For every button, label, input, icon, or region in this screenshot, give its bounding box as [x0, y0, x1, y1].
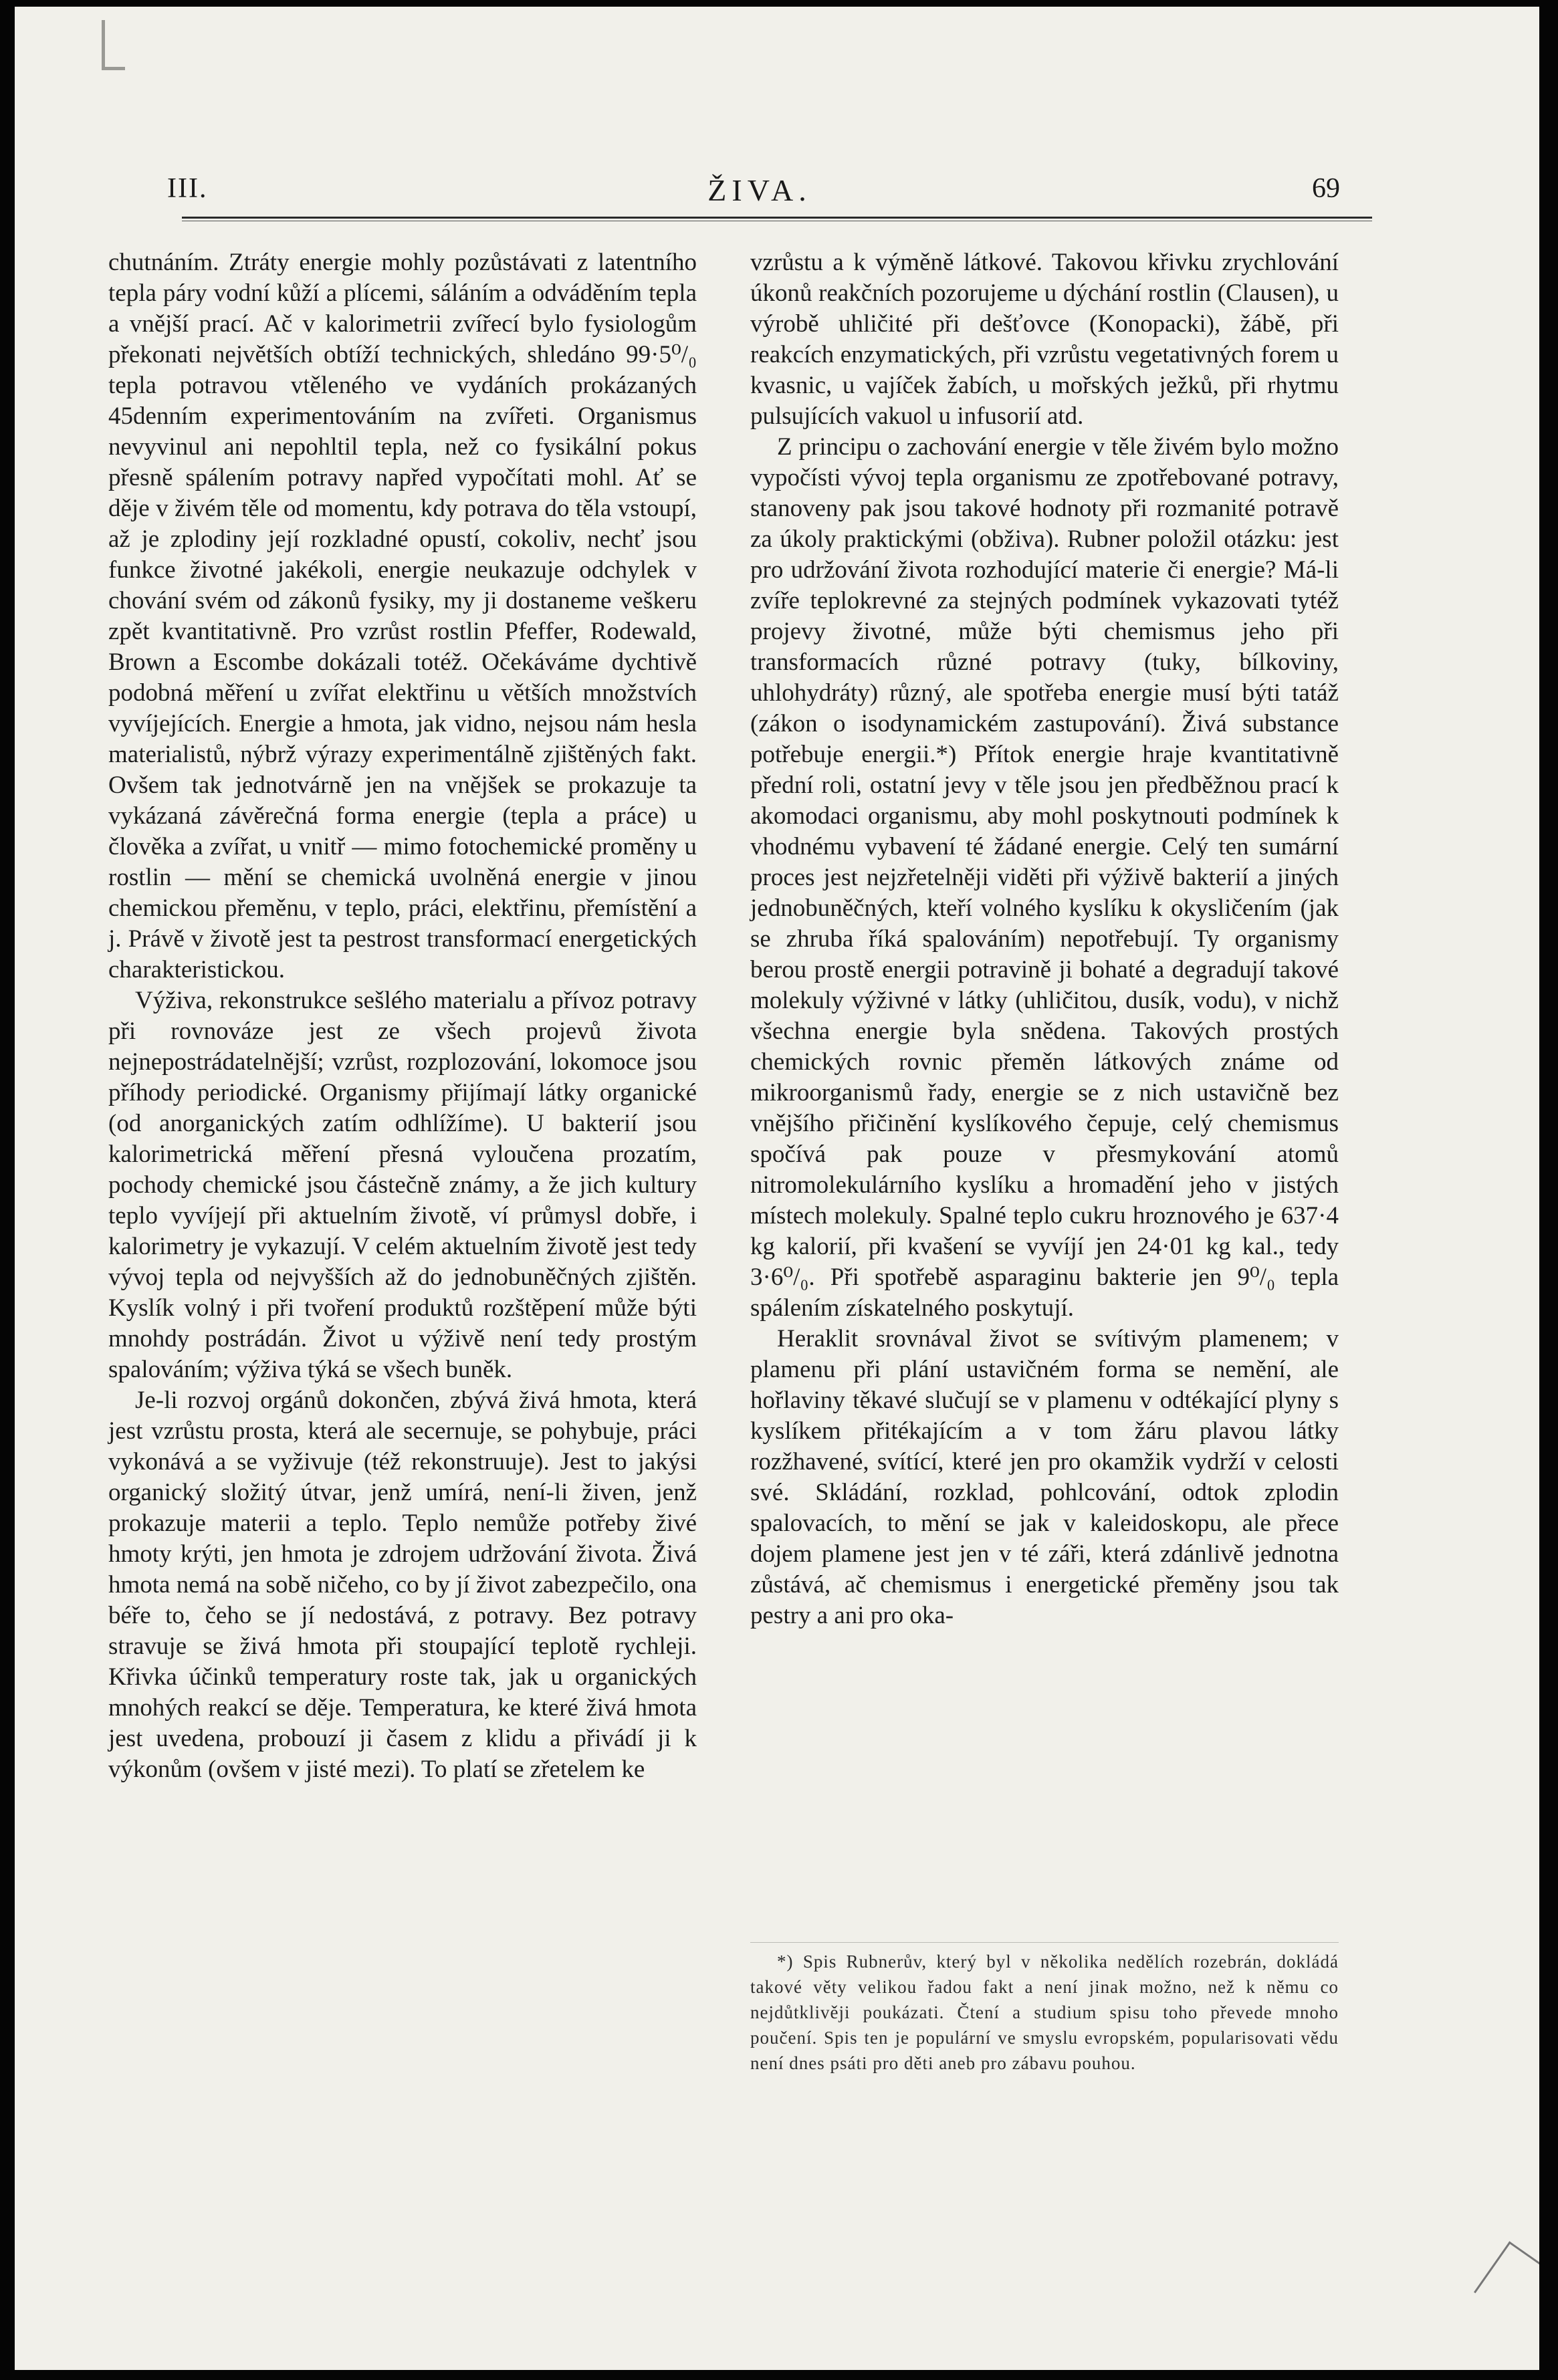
- page-number: 69: [1312, 173, 1340, 204]
- paragraph: Heraklit srovnával život se svítivým plamenem; v plamenu při plání ustavičném forma se nemění, ale hořlaviny těkavé slučují se v plamenu v odtékající plyny s kyslíkem přitékajícím a v tom žáru plavou látky rozžhavené, svítící, které jen pro okamžik vydrží v celosti své. Skládání, rozklad, pohlcování, odtok zplodin spalovacích, to mění se jak v kaleidoskopu, ale přece dojem plamene jest jen v té záři, která zdánlivě jednotna zůstává, ač chemismus i energetické přeměny jsou tak pestry a ani pro oka-: [750, 1325, 1339, 1629]
- page-corner-mark: [1474, 2241, 1539, 2316]
- running-header: [164, 172, 1355, 213]
- volume-number: III.: [167, 173, 208, 204]
- left-column: [108, 247, 697, 2099]
- paragraph: Z principu o zachování energie v těle živém bylo možno vypočísti vývoj tepla organismu ze zpotřebované potravy, stanoveny pak jsou takové hodnoty při rozmanité potravě za úkoly praktickými (obživa). Rubner položil otázku: jest pro udržování života rozhodující materie či energie? Má-li zvíře teplokrevné za stejných podmínek vykazovati tytéž projevy životné, může býti chemismus jeho při transformacích různé potravy (tuky, bílkoviny, uhlohydráty) různý, ale spotřeba energie musí býti tatáž (zákon o isodynamickém zastupování). Živá substance potřebuje energii.*) Přítok energie hraje kvantitativně přední roli, ostatní jevy v těle jsou jen předběžnou prací k akomodaci organismu, aby mohl poskytnouti podmínek k vhodnému vybavení té žádané energie. Celý ten sumární proces jest nejzřetelněji viděti při výživě bakterií a jiných jednobuněčných, kteří volného kyslíku k okysličením (jak se zhruba říká spalováním) nepotřebují. Ty organismy berou prostě energii potravině ji bohaté a degradují takové molekuly výživné v látky (uhličitou, dusík, vodu), v nichž všechna energie byla snědena. Takových prostých chemických rovnic přeměn látkových známe od mikroorganismů řady, energie se z nich ustavičně bez vnějšího přičinění kyslíkového čepuje, celý chemismus spočívá pak pouze v přesmykování atomů nitromolekulárního kyslíku a hromadění jeho v jistých místech molekuly. Spalné teplo cukru hroznového je 637·4 kg kalorií, při kvašení se vyvíjí jen 24·01 kg kal., tedy 3·6⁰/₀. Při spotřebě asparaginu bakterie jen 9⁰/₀ tepla spálením získatelného poskytují.: [750, 433, 1339, 1322]
- right-column: [750, 247, 1339, 1945]
- paragraph: Je-li rozvoj orgánů dokončen, zbývá živá hmota, která jest vzrůstu prosta, která ale secernuje, se pohybuje, práci vykonává a se vyživuje (též rekonstruuje). Jest to jakýsi organický složitý útvar, jenž umírá, není-li živen, jenž prokazuje materii a teplo. Teplo nemůže potřeby živé hmoty krýti, jen hmota je zdrojem udržování života. Živá hmota nemá na sobě ničeho, co by jí život zabezpečilo, ona béře to, čeho se jí nedostává, z potravy. Bez potravy stravuje se živá hmota při stoupající teplotě rychleji. Křivka účinků temperatury roste tak, jak u organických mnohých reakcí se děje. Temperatura, ke které živá hmota jest uvedena, probouzí ji časem z klidu a přivádí ji k výkonům (ovšem v jisté mezi). To platí se zřetelem ke: [108, 1387, 697, 1783]
- footnote: *) Spis Rubnerův, který byl v několika nedělích rozebrán, dokládá takové věty velikou řadou fakt a není jinak možno, než k němu co nejdůtklivěji poukázati. Čtení a studium spisu toho převede mnoho poučení. Spis ten je populární ve smyslu evropském, popularisovati vědu není dnes psáti pro děti aneb pro zábavu pouhou.: [750, 1951, 1339, 2073]
- journal-title: ŽIVA.: [707, 173, 812, 207]
- scan-corner-mark: [102, 20, 125, 70]
- header-rule: [182, 217, 1372, 219]
- paragraph: vzrůstu a k výměně látkové. Takovou křivku zrychlování úkonů reakčních pozorujeme u dýchání rostlin (Clausen), u výrobě uhličité při dešťovce (Konopacki), žábě, při reakcích enzymatických, při vzrůstu vegetativných forem u kvasnic, u vajíček žabích, u mořských ježků, při rhytmu pulsujících vakuol u infusorií atd.: [750, 249, 1339, 430]
- paragraph: Výživa, rekonstrukce sešlého materialu a přívoz potravy při rovnováze jest ze všech projevů života nejnepostrádatelnější; vzrůst, rozplozování, lokomoce jsou příhody periodické. Organismy přijímají látky organické (od anorganických zatím odhlížíme). U bakterií jsou kalorimetrická měření přesná vyloučena prozatím, pochody chemické jsou částečně známy, a že jich kultury teplo vyvíjejí při aktuelním životě, ví průmysl dobře, i kalorimetry je vykazují. V celém aktuelním životě jest tedy vývoj tepla od nejvyšších až do jednobuněčných zjištěn. Kyslík volný i při tvoření produktů rozštěpení může býti mnohdy postrádán. Život u výživě není tedy prostým spalováním; výživa týká se všech buněk.: [108, 987, 697, 1383]
- journal-page: [15, 7, 1539, 2370]
- footnote-separator: [750, 1942, 1339, 1943]
- paragraph: chutnáním. Ztráty energie mohly pozůstávati z latentního tepla páry vodní kůží a plícemi, sáláním a odváděním tepla a vnější prací. Ač v kalorimetrii zvířecí bylo fysiologům překonati největších obtíží technických, shledáno 99·5⁰/₀ tepla potravou vtěleného ve vydáních prokázaných 45denním experimentováním na zvířeti. Organismus nevyvinul ani nepohltil tepla, než co fysikální pokus přesně spálením potravy napřed vypočítati mohl. Ať se děje v živém těle od momentu, kdy potrava do těla vstoupí, až je zplodiny její rozkladné opustí, cokoliv, nechť jsou funkce životné jakékoli, energie neukazuje odchylek v chování svém od zákonů fysiky, my ji dostaneme veškeru zpět kvantitativně. Pro vzrůst rostlin Pfeffer, Rodewald, Brown a Escombe dokázali totéž. Očekáváme dychtivě podobná měření u zvířat elektřinu u větších množstvích vyvíjejících. Energie a hmota, jak vidno, nejsou nám hesla materialistů, nýbrž výrazy experimentálně zjištěných fakt. Ovšem tak jednotvárně jen na vnějšek se prokazuje ta vykázaná závěrečná forma energie (tepla a práce) u člověka a zvířat, u vnitř — mimo fotochemické proměny u rostlin — mění se chemická uvolněná energie v jinou chemickou přeměnu, v teplo, práci, elektřinu, přemístění a j. Právě v životě jest ta pestrost transformací energetických charakteristickou.: [108, 249, 697, 983]
